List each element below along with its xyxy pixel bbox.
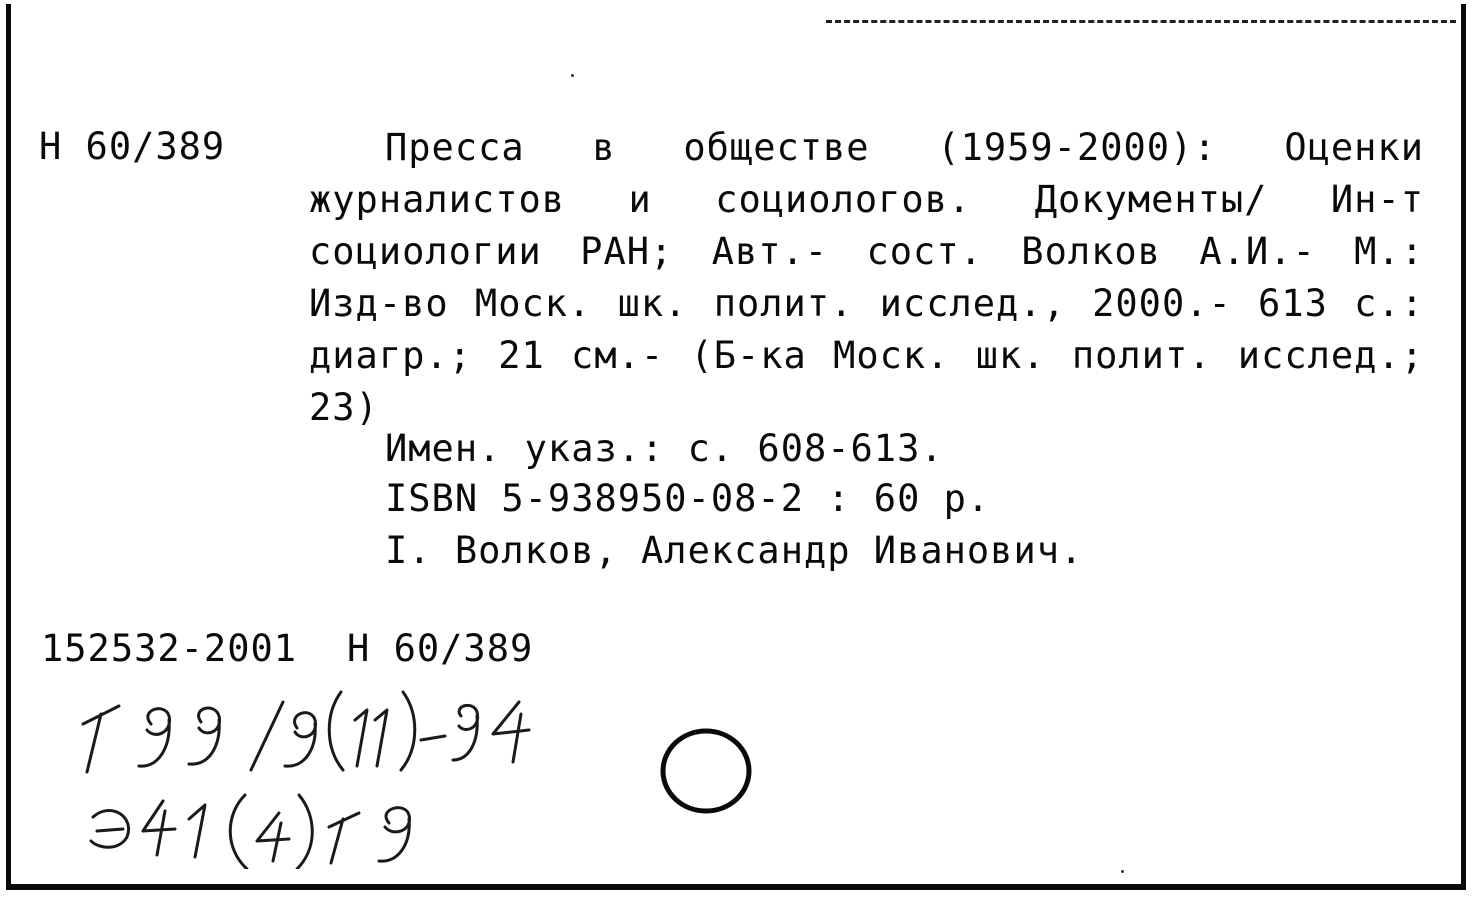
added-entry-heading: I. Волков, Александр Иванович. <box>385 529 1084 572</box>
accession-shelfmark: Н 60/389 <box>347 627 534 670</box>
speck <box>1121 870 1124 873</box>
accession-line <box>41 624 533 674</box>
name-index-note: Имен. указ.: с. 608-613. <box>385 427 944 470</box>
speck <box>571 74 574 77</box>
handwritten-classification-1 <box>73 684 543 774</box>
handwritten-classification-2 <box>73 779 543 869</box>
isbn-price-note: ISBN 5-938950-08-2 : 60 р. <box>385 477 991 520</box>
catalog-card <box>6 4 1466 890</box>
card-top-edge <box>826 20 1456 23</box>
circle-mark <box>659 726 755 816</box>
accession-number: 152532-2001 <box>41 627 298 670</box>
shelfmark: Н 60/389 <box>39 125 226 168</box>
bibliographic-entry: Пресса в обществе (1959-2000): Оценки журналистов и социологов. Документы/ Ин-т социологии РАН; Авт.- сост. Волков А.И.- М.: Изд-во Моск. шк. полит. исслед., 2000.- 613 с.: диагр.; 21 см.- (Б-ка Моск. шк. полит. исслед.; 23) <box>309 126 1424 429</box>
